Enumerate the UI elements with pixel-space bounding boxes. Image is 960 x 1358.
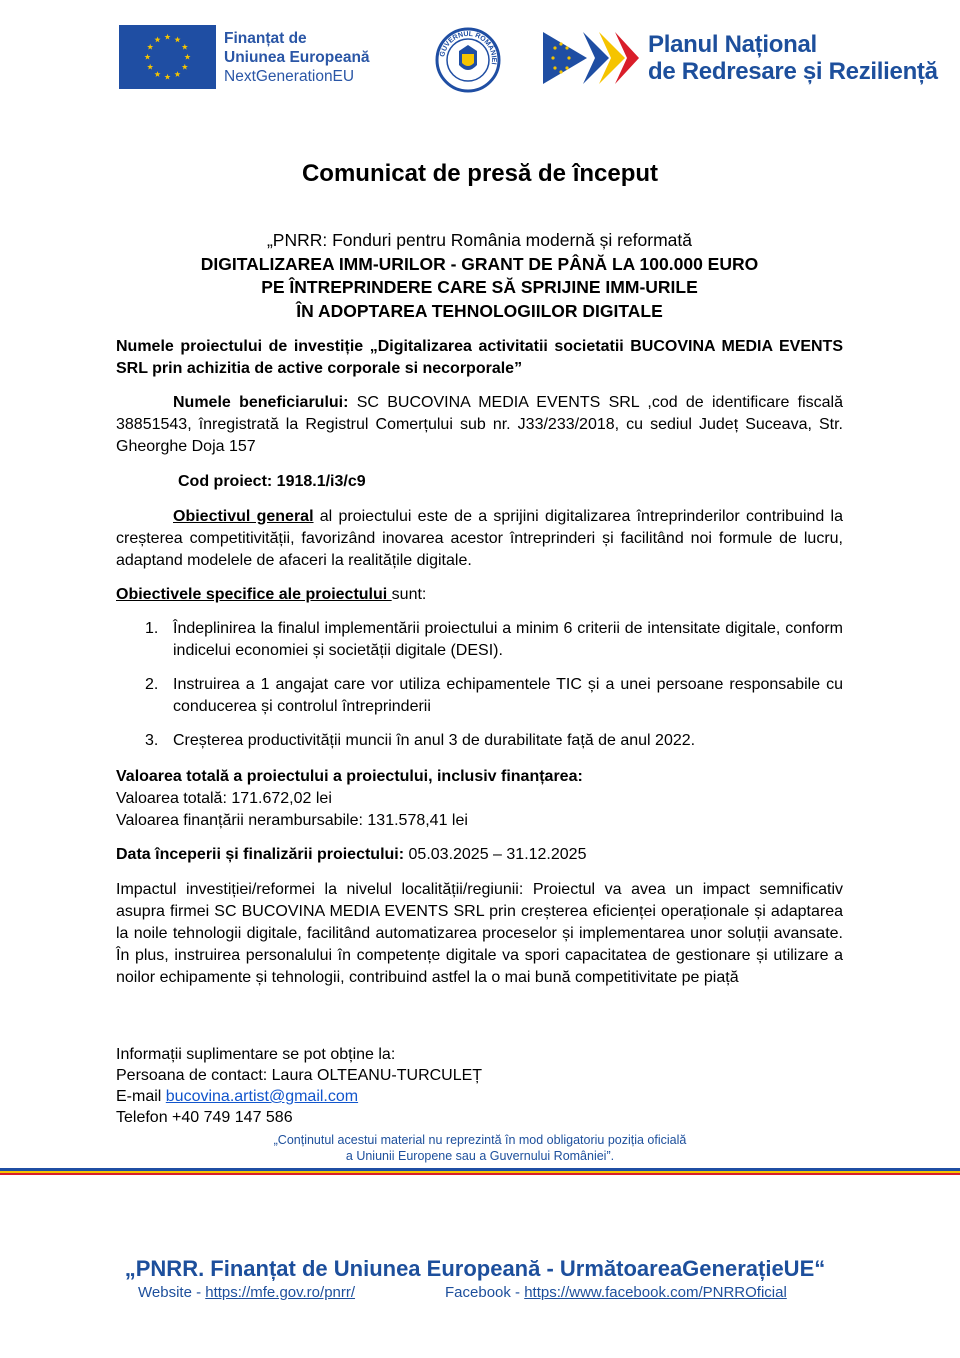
general-objective-text: al proiectului este de a sprijini digitalizarea întreprinderilor contribuind la creșterea competitivității, favorizând inovarea acestor întreprinderi și facilitând noi formule de lucru, adaptand modelele de afaceri la realitățile digitale. — [116, 508, 843, 569]
disclaimer-line-2: a Uniunii Europene sau a Guvernului României”. — [345, 1149, 615, 1163]
headline-line-3: PE ÎNTREPRINDERE CARE SĂ SPRIJINE IMM-URILE — [261, 277, 698, 297]
list-item-number: 1. — [145, 620, 159, 637]
eu-funding-logo-text — [224, 29, 394, 86]
pnrr-logo-text — [648, 31, 958, 85]
footer-facebook-label: Facebook - — [445, 1284, 525, 1301]
list-item — [116, 730, 843, 752]
specific-objectives-heading — [116, 584, 843, 606]
footer-facebook-link[interactable]: https://www.facebook.com/PNRROficial — [524, 1284, 787, 1301]
footer-facebook — [445, 1284, 787, 1301]
contact-intro: Informații suplimentare se pot obține la: — [116, 1046, 396, 1063]
list-item-text: Îndeplinirea la finalul implementării proiectului a minim 6 criterii de intensitate digitale, conform indicelui economiei și societății digitale (DESI). — [173, 620, 843, 659]
footer-website-label: Website - — [138, 1284, 206, 1301]
list-item-text: Creșterea productivității muncii în anul 3 de durabilitate față de anul 2022. — [173, 732, 696, 749]
project-value-heading: Valoarea totală a proiectului a proiectului, inclusiv finanțarea: — [116, 768, 583, 785]
page-title: Comunicat de presă de început — [301, 160, 659, 187]
footer-divider-red — [0, 1173, 960, 1175]
project-value-block — [116, 766, 843, 832]
eu-logo-line-3: NextGenerationEU — [224, 68, 355, 85]
general-objective-label: Obiectivul general — [173, 508, 314, 525]
contact-email-row — [116, 1086, 843, 1107]
project-dates — [116, 844, 843, 866]
list-item-number: 3. — [145, 732, 159, 749]
beneficiary-text: SC BUCOVINA MEDIA EVENTS SRL ,cod de identificare fiscală 38851543, înregistrată la Registrul Comerțului sub nr. J33/233/2018, cu sediul Județ Suceava, Str. Gheorghe Doja 157 — [116, 394, 843, 455]
disclaimer — [200, 1132, 760, 1164]
list-item — [116, 618, 843, 662]
footer-title: „PNRR. Finanțat de Uniunea Europeană - UrmătoareaGenerațieUE“ — [124, 1256, 826, 1281]
project-name: Numele proiectului de investiție „Digitalizarea activitatii societatii BUCOVINA MEDIA EVENTS SRL prin achizitia de active corporale si necorporale” — [116, 338, 843, 377]
contact-person: Persoana de contact: Laura OLTEANU-TURCULEȚ — [116, 1067, 483, 1084]
list-item — [116, 674, 843, 718]
project-dates-value: 05.03.2025 – 31.12.2025 — [404, 846, 587, 863]
eu-logo-line-2: Uniunea Europeană — [224, 49, 370, 66]
beneficiary-paragraph — [116, 392, 843, 458]
specific-objectives-label: Obiectivele specifice ale proiectului — [116, 586, 392, 603]
beneficiary-label: Numele beneficiarului: — [173, 394, 349, 411]
list-item-number: 2. — [145, 676, 159, 693]
headline-line-4: ÎN ADOPTAREA TEHNOLOGIILOR DIGITALE — [296, 300, 663, 321]
impact-paragraph: Impactul investiției/reformei la nivelul localității/regiunii: Proiectul va avea un impact semnificativ asupra firmei SC BUCOVINA MEDIA EVENTS SRL prin creșterea eficienței operaționale și adaptarea la noile tehnologii digitale, facilitând automatizarea proceselor și implementarea unor soluții avansate. În plus, instruirea personalului în competențe digitale va spori capacitatea de gestionare și utilizare a noilor echipamente și tehnologii, contribuind astfel la o mai bună competitivitate pe piață — [116, 881, 843, 986]
contact-email-link[interactable]: bucovina.artist@gmail.com — [165, 1088, 359, 1105]
contact-email-label: E-mail — [116, 1088, 166, 1105]
gov-seal-text: GUVERNUL ROMÂNIEI — [439, 30, 498, 65]
project-value-grant: Valoarea finanțării nerambursabile: 131.578,41 lei — [116, 812, 468, 829]
footer-website — [138, 1284, 355, 1301]
project-dates-label: Data începerii și finalizării proiectului: — [116, 846, 405, 863]
pnrr-logo-line-2: de Redresare și Reziliență — [648, 58, 938, 85]
contact-block — [116, 1044, 843, 1128]
headline-line-1: „PNRR: Fonduri pentru România modernă și reformată — [266, 230, 693, 250]
project-value-total: Valoarea totală: 171.672,02 lei — [116, 790, 332, 807]
project-code: Cod proiect: 1918.1/i3/c9 — [178, 473, 366, 490]
disclaimer-line-1: „Conținutul acestui material nu reprezintă în mod obligatoriu poziția oficială — [273, 1133, 687, 1147]
objectives-list — [116, 618, 843, 752]
objectives-list-container — [116, 618, 843, 764]
eu-flag-logo — [119, 25, 216, 89]
eu-logo-line-1: Finanțat de — [224, 30, 307, 47]
headline-block — [116, 229, 843, 323]
general-objective-paragraph — [116, 506, 843, 572]
specific-objectives-suffix: sunt: — [391, 586, 427, 603]
contact-phone: Telefon +40 749 147 586 — [116, 1109, 293, 1126]
headline-line-2: DIGITALIZAREA IMM-URILOR - GRANT DE PÂNĂ LA 100.000 EURO — [200, 253, 759, 274]
pnrr-flag-logo — [543, 32, 639, 84]
government-seal-logo — [435, 27, 501, 93]
list-item-text: Instruirea a 1 angajat care vor utiliza echipamentele TIC și a unei persoane responsabile cu conducerea și controlul întreprinderii — [173, 676, 843, 715]
pnrr-logo-line-1: Planul Național — [648, 31, 817, 58]
footer-website-link[interactable]: https://mfe.gov.ro/pnrr/ — [205, 1284, 356, 1301]
